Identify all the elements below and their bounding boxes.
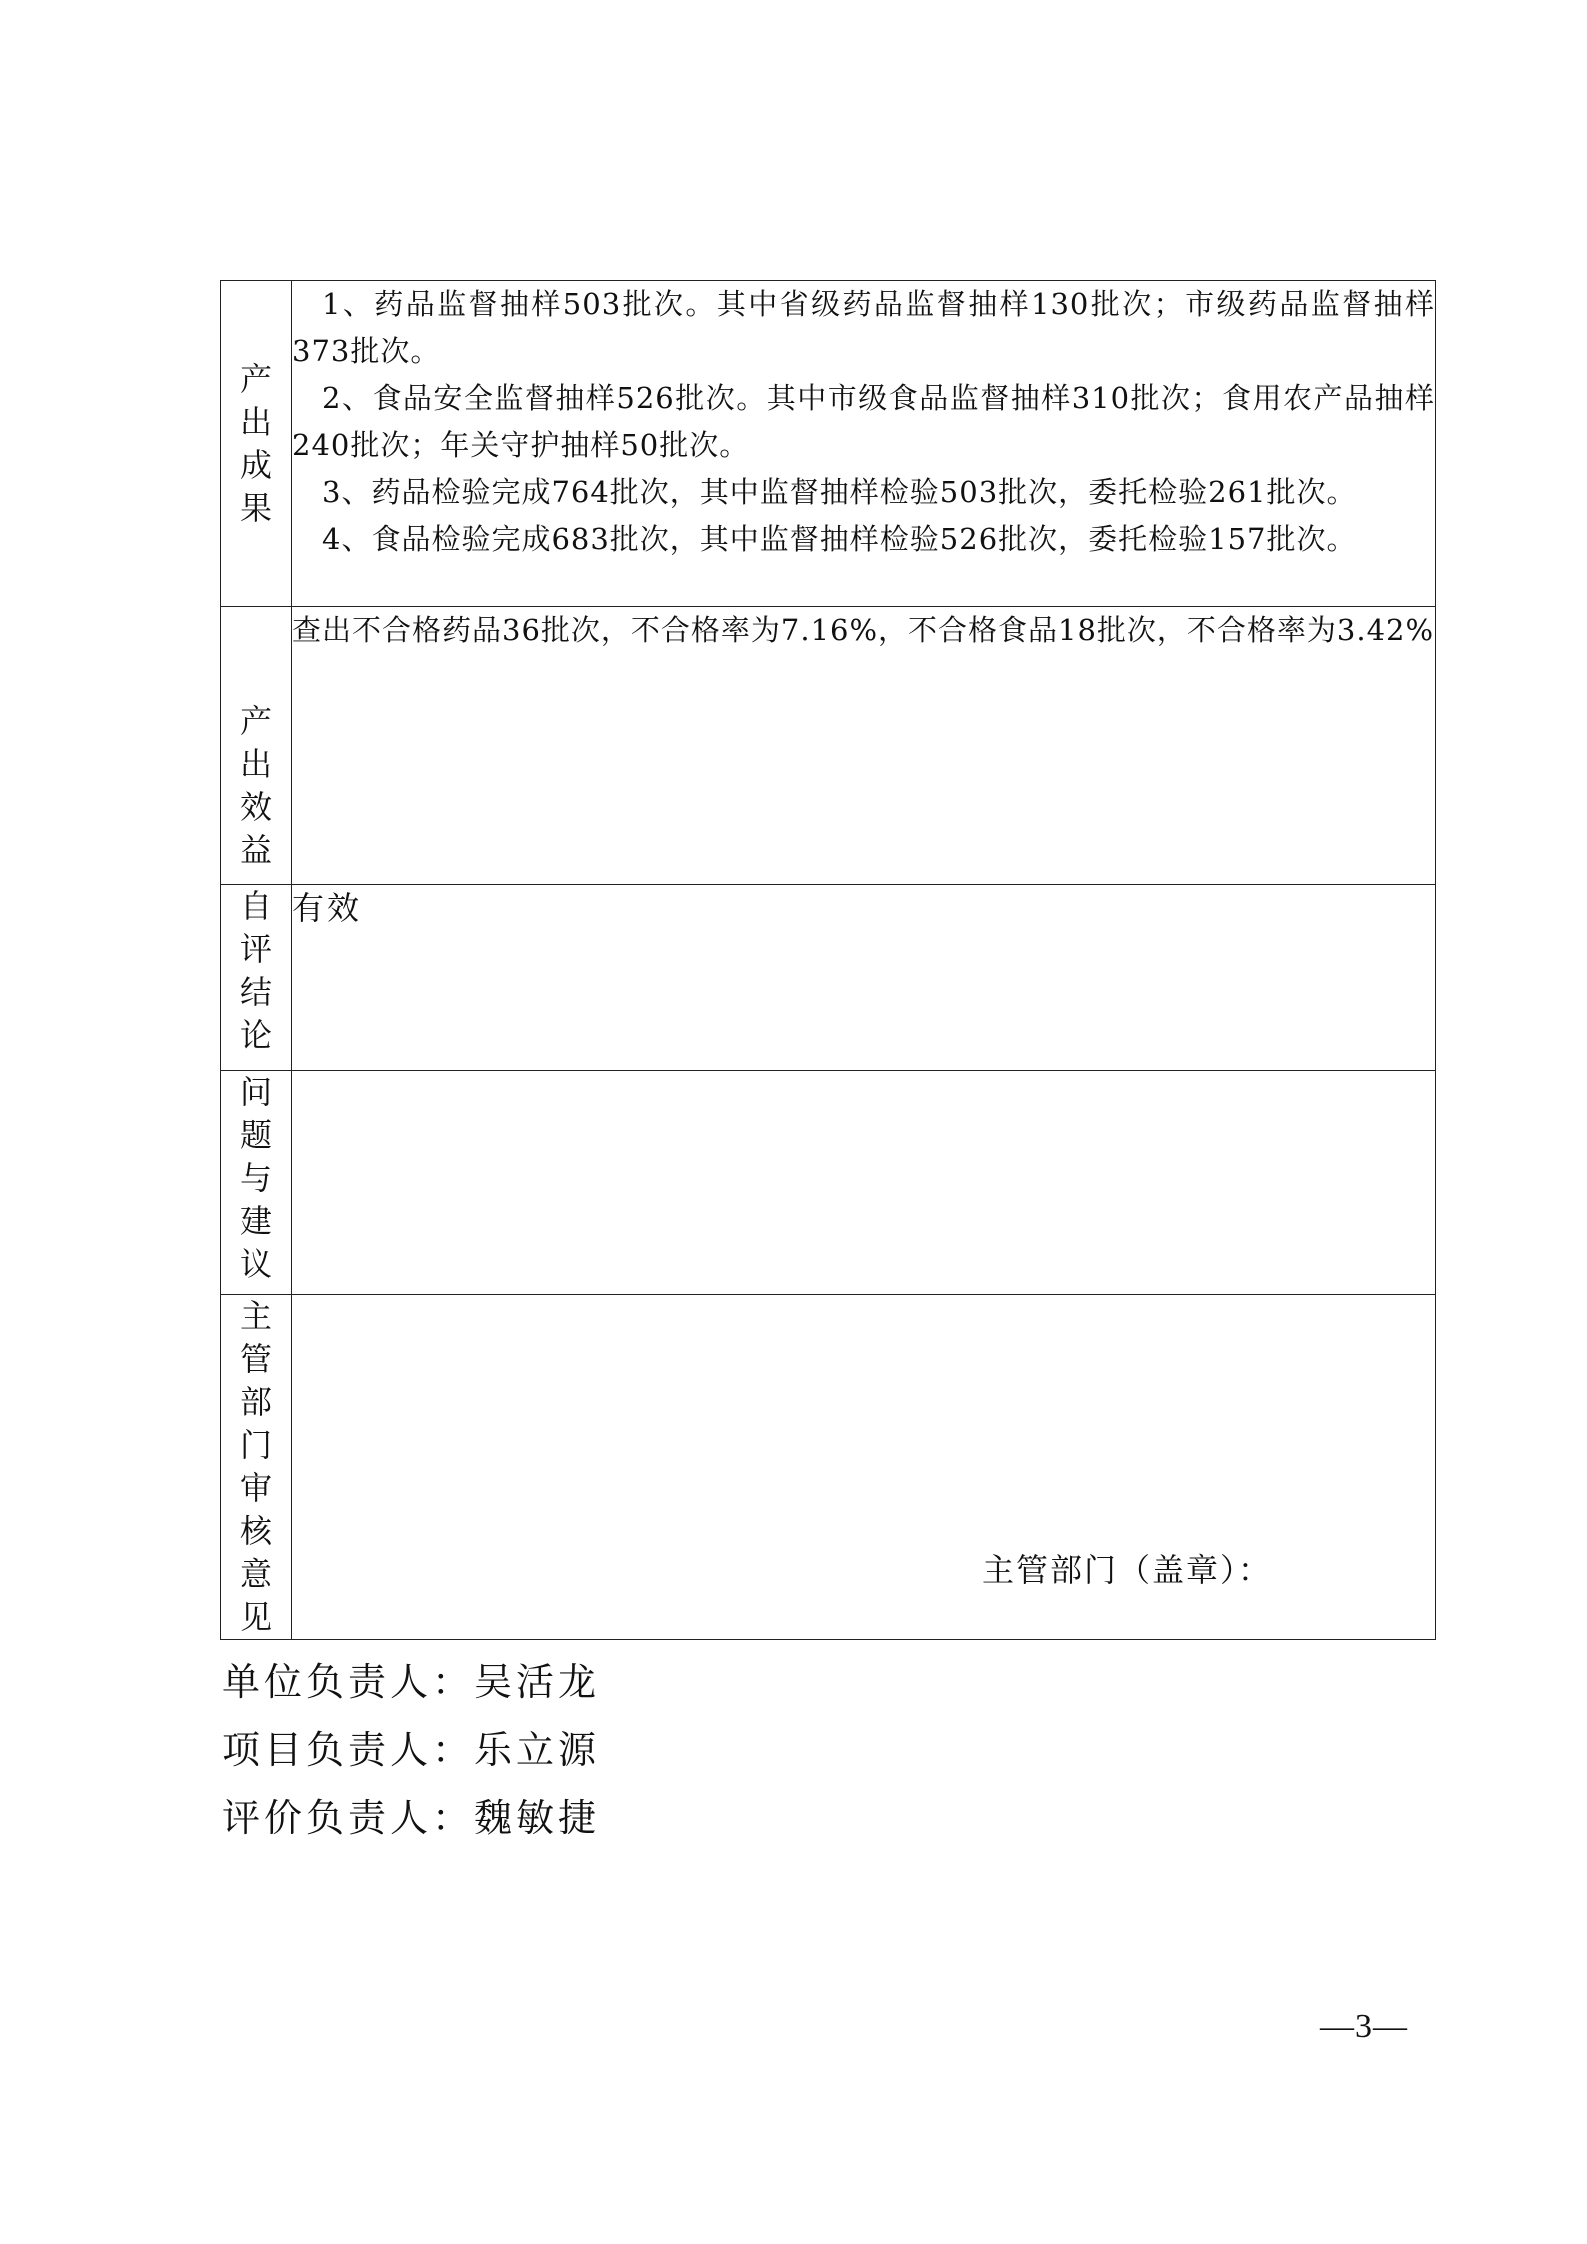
row-output-benefits <box>221 607 1436 885</box>
output-result-line-4: 4、食品检验完成683批次，其中监督抽样检验526批次，委托检验157批次。 <box>322 522 1357 556</box>
content-output-benefits <box>292 607 1436 885</box>
output-result-line-1: 1、药品监督抽样503批次。其中省级药品监督抽样130批次；市级药品监督抽样373批次。 <box>292 287 1435 368</box>
output-result-line-3: 3、药品检验完成764批次，其中监督抽样检验503批次，委托检验261批次。 <box>322 475 1357 509</box>
label-cell-output-results <box>221 281 292 607</box>
label-cell-supervisor-review <box>221 1295 292 1640</box>
evaluation-form-table <box>220 280 1436 1640</box>
content-output-results <box>292 281 1436 607</box>
output-result-line-2: 2、食品安全监督抽样526批次。其中市级食品监督抽样310批次；食用农产品抽样240批次；年关守护抽样50批次。 <box>292 381 1435 462</box>
label-output-results: 产 出 成 果 <box>239 359 272 527</box>
row-supervisor-review <box>221 1295 1436 1640</box>
supervisor-stamp-label: 主管部门（盖章）： <box>982 1551 1273 1589</box>
content-supervisor-review <box>292 1295 1436 1640</box>
label-self-evaluation: 自 评 结 论 <box>239 887 272 1054</box>
page-number: —3— <box>1320 2008 1408 2045</box>
label-cell-self-evaluation <box>221 885 292 1071</box>
label-problems-suggestions: 问 题 与 建 议 <box>239 1073 272 1283</box>
row-output-results <box>221 281 1436 607</box>
signature-block <box>222 1648 600 1852</box>
row-self-evaluation <box>221 885 1436 1071</box>
self-evaluation-text: 有效 <box>292 889 363 927</box>
row-problems-suggestions <box>221 1071 1436 1295</box>
content-self-evaluation <box>292 885 1436 1071</box>
content-problems-suggestions <box>292 1071 1436 1295</box>
label-cell-output-benefits <box>221 607 292 885</box>
evaluation-leader-line: 评价负责人：魏敏捷 <box>222 1796 601 1840</box>
label-cell-problems-suggestions <box>221 1071 292 1295</box>
label-supervisor-review: 主 管 部 门 审 核 意 见 <box>239 1297 272 1636</box>
output-benefits-text: 查出不合格药品36批次，不合格率为7.16%，不合格食品18批次，不合格率为3.42% <box>292 613 1435 647</box>
unit-leader-line: 单位负责人：吴活龙 <box>222 1660 601 1704</box>
project-leader-line: 项目负责人：乐立源 <box>222 1728 601 1772</box>
label-output-benefits: 产 出 效 益 <box>239 702 272 869</box>
